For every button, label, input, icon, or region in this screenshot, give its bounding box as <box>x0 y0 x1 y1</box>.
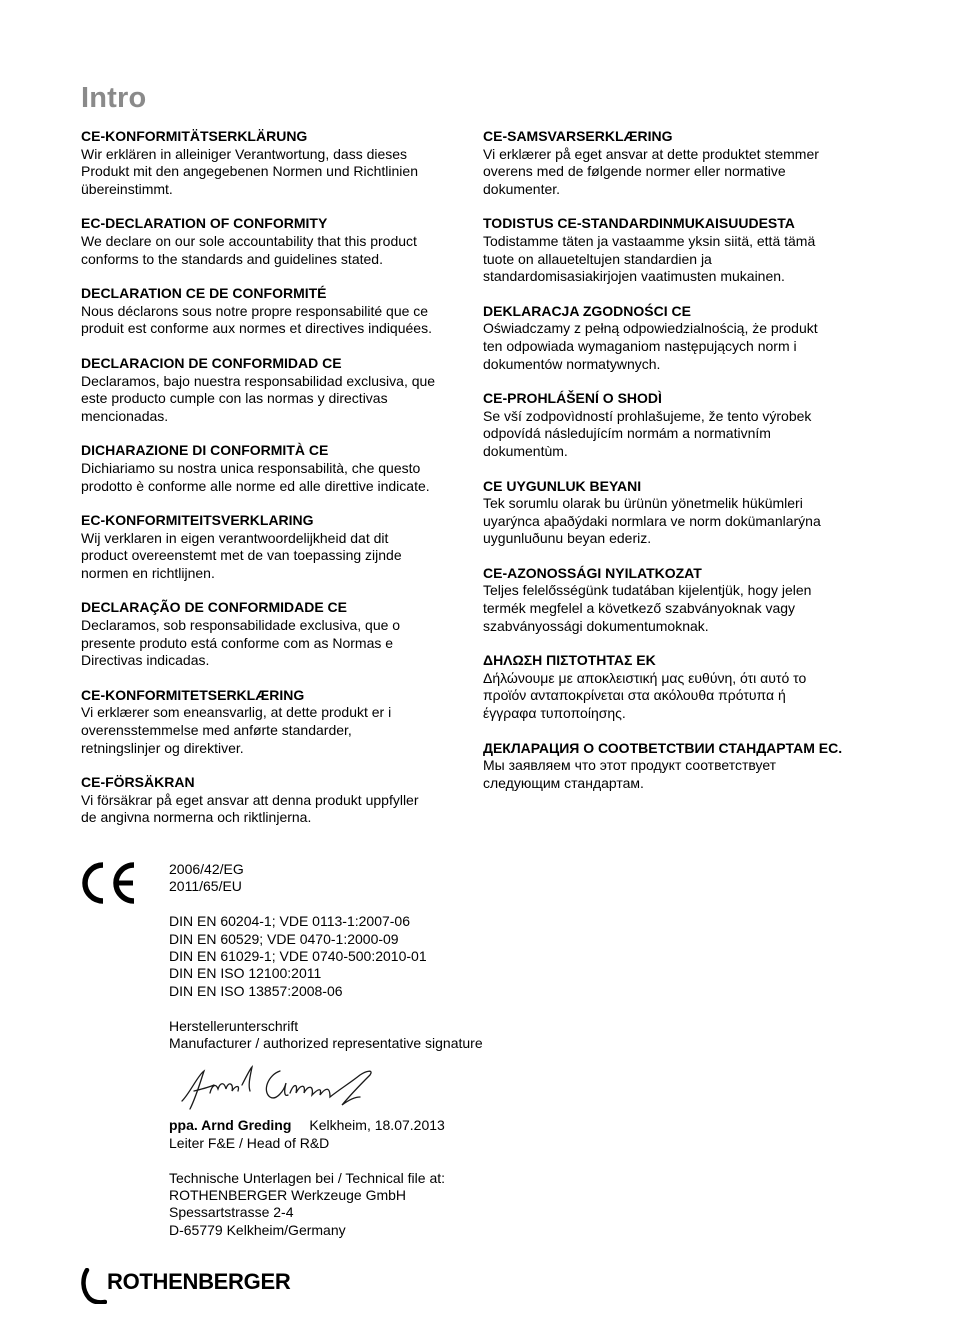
declaration-text-line: dokumentów normatywnych. <box>483 355 661 372</box>
declaration-block <box>483 565 875 635</box>
declaration-heading: EC-DECLARATION OF CONFORMITY <box>81 215 328 232</box>
signer-role: Leiter F&E / Head of R&D <box>169 1134 330 1151</box>
declaration-text-line: dokumenter. <box>483 180 561 197</box>
rothenberger-logo <box>81 1268 321 1304</box>
signer-row <box>169 1117 769 1134</box>
declaration-text-line: overens med de følgende normer eller normative <box>483 163 786 180</box>
declaration-text-line: Dichiariamo su nostra unica responsabilità, che questo <box>81 459 421 476</box>
standard-line: DIN EN ISO 13857:2008-06 <box>169 982 343 999</box>
declaration-block <box>483 478 875 548</box>
declaration-heading: DECLARACION DE CONFORMIDAD CE <box>81 354 342 371</box>
declaration-text-line: Teljes felelősségünk tudatában kijelentjük, hogy jelen <box>483 582 812 599</box>
declaration-text-line: szabványossági dokumentumoknak. <box>483 617 709 634</box>
declaration-text-line: conforms to the standards and guidelines stated. <box>81 250 383 267</box>
company-city: D-65779 Kelkheim/Germany <box>169 1221 346 1238</box>
left-declarations-column <box>81 128 473 844</box>
declaration-block <box>81 687 473 757</box>
declaration-text-line: следующим стандартам. <box>483 774 644 791</box>
declaration-text-line: Δήλώνουμε με αποκλειστική μας ευθύνη, ότι αυτό το <box>483 669 807 686</box>
declaration-text-line: ten odpowiada wymaganiom następujących norm i <box>483 337 797 354</box>
declaration-text-line: Wir erklären in alleiniger Verantwortung, dass dieses <box>81 145 408 162</box>
declaration-text-line: uyarýnca aþaðýdaki normlara ve norm dokümanlarýna <box>483 512 821 529</box>
declaration-block <box>483 303 875 373</box>
declaration-text-line: προϊόν ανταποκρίνεται στα ακόλουθα πρότυπα ή <box>483 687 786 704</box>
declaration-text-line: Todistamme täten ja vastaamme yksin siitä, että tämä <box>483 232 816 249</box>
declaration-text-line: Produkt mit den angegebenen Normen und Richtlinien <box>81 163 418 180</box>
declaration-text-line: odpovídá následujícím normám a normativním <box>483 425 771 442</box>
declaration-text-line: Oświadczamy z pełną odpowiedzialnością, że produkt <box>483 320 818 337</box>
declaration-heading: CE-KONFORMITETSERKLÆRING <box>81 686 305 703</box>
company-street: Spessartstrasse 2-4 <box>169 1204 294 1221</box>
declaration-text-line: normen en richtlijnen. <box>81 564 215 581</box>
declaration-block <box>81 285 473 338</box>
declaration-block <box>483 740 875 793</box>
declaration-text-line: mencionadas. <box>81 407 169 424</box>
standard-line: DIN EN ISO 12100:2011 <box>169 965 322 982</box>
declaration-heading: DEKLARACJA ZGODNOŚCI CE <box>483 302 691 319</box>
logo-hook-icon <box>81 1268 107 1304</box>
declaration-text-line: overensstemmelse med anførte standarder, <box>81 722 352 739</box>
declaration-text-line: dokumentùm. <box>483 442 568 459</box>
declaration-text-line: Wij verklaren in eigen verantwoordelijkheid dat dit <box>81 529 389 546</box>
declaration-text-line: We declare on our sole accountability that this product <box>81 232 417 249</box>
declaration-text-line: übereinstimmt. <box>81 180 173 197</box>
declaration-text-line: Мы заявляем что этот продукт соответствует <box>483 757 777 774</box>
declaration-block <box>81 774 473 827</box>
standard-line: DIN EN 61029-1; VDE 0740-500:2010-01 <box>169 948 427 965</box>
declaration-text-line: produit est conforme aux normes et directives indiquées. <box>81 320 432 337</box>
standard-line: DIN EN 60204-1; VDE 0113-1:2007-06 <box>169 913 410 930</box>
declaration-block <box>81 442 473 495</box>
declaration-text-line: Declaramos, sob responsabilidade exclusiva, que o <box>81 617 401 634</box>
declaration-heading: CE-AZONOSSÁGI NYILATKOZAT <box>483 564 702 581</box>
declaration-heading: TODISTUS CE-STANDARDINMUKAISUUDESTA <box>483 215 795 232</box>
declaration-text-line: Vi erklærer som eneansvarlig, at dette produkt er i <box>81 704 392 721</box>
declaration-text-line: uygunluðunu beyan ederiz. <box>483 530 652 547</box>
logo-text: ROTHENBERGER <box>107 1269 291 1294</box>
technical-file-label: Technische Unterlagen bei / Technical file at: <box>169 1169 446 1186</box>
declaration-heading: DECLARAÇÃO DE CONFORMIDADE CE <box>81 599 347 616</box>
standard-line: DIN EN 60529; VDE 0470-1:2000-09 <box>169 930 399 947</box>
declaration-text-line: este producto cumple con las normas y directivas <box>81 390 388 407</box>
declaration-heading: ДЕКЛАРАЦИЯ О СООТВЕТСТВИИ СТАНДАРТАМ EC. <box>483 739 843 756</box>
declaration-heading: ΔΗΛΩΣΗ ΠΙΣΤΟΤΗΤΑΣ ΕΚ <box>483 652 656 669</box>
declaration-text-line: termék megfelel a következő szabványoknak vagy <box>483 600 796 617</box>
declaration-block <box>483 390 875 460</box>
declaration-text-line: Vi försäkrar på eget ansvar att denna produkt uppfyller <box>81 791 419 808</box>
declaration-block <box>81 512 473 582</box>
declaration-heading: CE-KONFORMITÄTSERKLÄRUNG <box>81 128 308 144</box>
declaration-block <box>483 128 875 198</box>
declaration-text-line: Vi erklærer på eget ansvar at dette produktet stemmer <box>483 145 819 162</box>
declaration-text-line: tuote on allaueteltujen standardien ja <box>483 250 712 267</box>
declaration-text-line: Nous déclarons sous notre propre responsabilité que ce <box>81 302 429 319</box>
directive-line: 2011/65/EU <box>169 878 242 895</box>
declaration-block <box>81 599 473 669</box>
declaration-heading: CE-PROHLÁŠENÍ O SHODÌ <box>483 390 662 407</box>
declaration-block <box>81 215 473 268</box>
right-declarations-column <box>483 128 875 809</box>
declaration-text-line: Se vší zodpovìdností prohlašujeme, že tento výrobek <box>483 407 812 424</box>
declaration-block <box>81 355 473 425</box>
declaration-block <box>483 652 875 722</box>
page-title: Intro <box>81 82 147 114</box>
declaration-text-line: de angivna normerna och riktlinjerna. <box>81 809 312 826</box>
declaration-block <box>483 215 875 285</box>
declaration-heading: CE-FÖRSÄKRAN <box>81 774 195 791</box>
declaration-text-line: retningslinjer og direktiver. <box>81 739 244 756</box>
declaration-text-line: standardomisasiakirjojen vaatimusten mukainen. <box>483 268 785 285</box>
signer-name: ppa. Arnd Greding <box>169 1117 292 1134</box>
standards-info-block <box>169 861 769 1239</box>
declaration-heading: CE UYGUNLUK BEYANI <box>483 477 642 494</box>
directive-line: 2006/42/EG <box>169 861 244 877</box>
declaration-text-line: Declaramos, bajo nuestra responsabilidad exclusiva, que <box>81 372 436 389</box>
declaration-heading: DECLARATION CE DE CONFORMITÉ <box>81 285 327 302</box>
declaration-block <box>81 128 473 198</box>
declaration-text-line: product overeenstemt met de van toepassing zijnde <box>81 547 402 564</box>
declaration-heading: DICHARAZIONE DI CONFORMITÀ CE <box>81 442 329 459</box>
declaration-heading: CE-SAMSVARSERKLÆRING <box>483 128 673 144</box>
declaration-text-line: presente produto está conforme com as Normas e <box>81 634 394 651</box>
ce-mark-icon <box>81 861 139 905</box>
declaration-text-line: έγγραφα τυποποίησης. <box>483 705 626 722</box>
declaration-text-line: prodotto è conforme alle norme ed alle direttive indicate. <box>81 477 430 494</box>
declaration-text-line: Tek sorumlu olarak bu ürünün yönetmelik hükümleri <box>483 495 803 512</box>
handwritten-signature <box>180 1063 375 1118</box>
declaration-heading: EC-KONFORMITEITSVERKLARING <box>81 512 314 529</box>
company-name: ROTHENBERGER Werkzeuge GmbH <box>169 1187 407 1204</box>
signature-label-en: Manufacturer / authorized representative signature <box>169 1035 483 1052</box>
place-date: Kelkheim, 18.07.2013 <box>309 1117 445 1134</box>
signature-label-de: Herstellerunterschrift <box>169 1017 299 1034</box>
declaration-text-line: Directivas indicadas. <box>81 652 210 669</box>
